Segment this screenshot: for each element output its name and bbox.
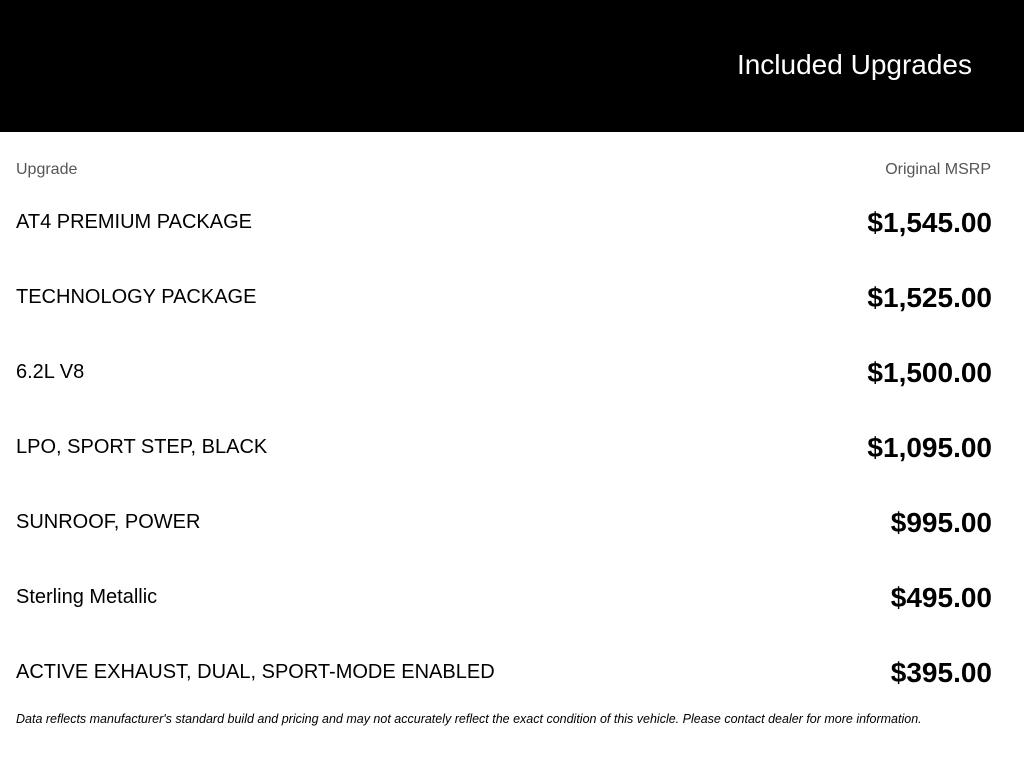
upgrade-price: $395.00: [890, 656, 992, 688]
upgrade-row: [16, 560, 992, 635]
upgrade-row: [16, 485, 992, 560]
upgrade-price: $1,545.00: [867, 206, 992, 238]
upgrade-row: [16, 635, 992, 710]
upgrade-row: [16, 410, 992, 485]
upgrade-name: ACTIVE EXHAUST, DUAL, SPORT-MODE ENABLED: [16, 661, 495, 683]
upgrade-price: $1,500.00: [867, 356, 992, 388]
table-header: [16, 160, 991, 180]
disclaimer-text: Data reflects manufacturer's standard build and pricing and may not accurately reflect the exact condition of this vehicle. Please contact dealer for more information.: [16, 712, 922, 726]
upgrade-row: [16, 185, 992, 260]
page-title: Included Upgrades: [736, 49, 972, 80]
header-bar: [0, 0, 1024, 132]
column-header-msrp: Original MSRP: [885, 161, 991, 178]
upgrade-price: $995.00: [890, 506, 992, 538]
upgrade-name: AT4 PREMIUM PACKAGE: [16, 211, 252, 233]
upgrade-price: $1,095.00: [867, 431, 992, 463]
upgrade-name: LPO, SPORT STEP, BLACK: [16, 436, 268, 458]
upgrade-price: $1,525.00: [867, 281, 992, 313]
upgrade-name: TECHNOLOGY PACKAGE: [16, 286, 257, 308]
upgrade-row: [16, 335, 992, 410]
upgrade-name: Sterling Metallic: [16, 586, 158, 608]
upgrades-list: [16, 185, 992, 710]
upgrade-price: $495.00: [890, 581, 992, 613]
upgrade-name: SUNROOF, POWER: [16, 511, 201, 533]
upgrade-row: [16, 260, 992, 335]
upgrade-name: 6.2L V8: [16, 361, 85, 383]
column-header-upgrade: Upgrade: [16, 161, 78, 178]
